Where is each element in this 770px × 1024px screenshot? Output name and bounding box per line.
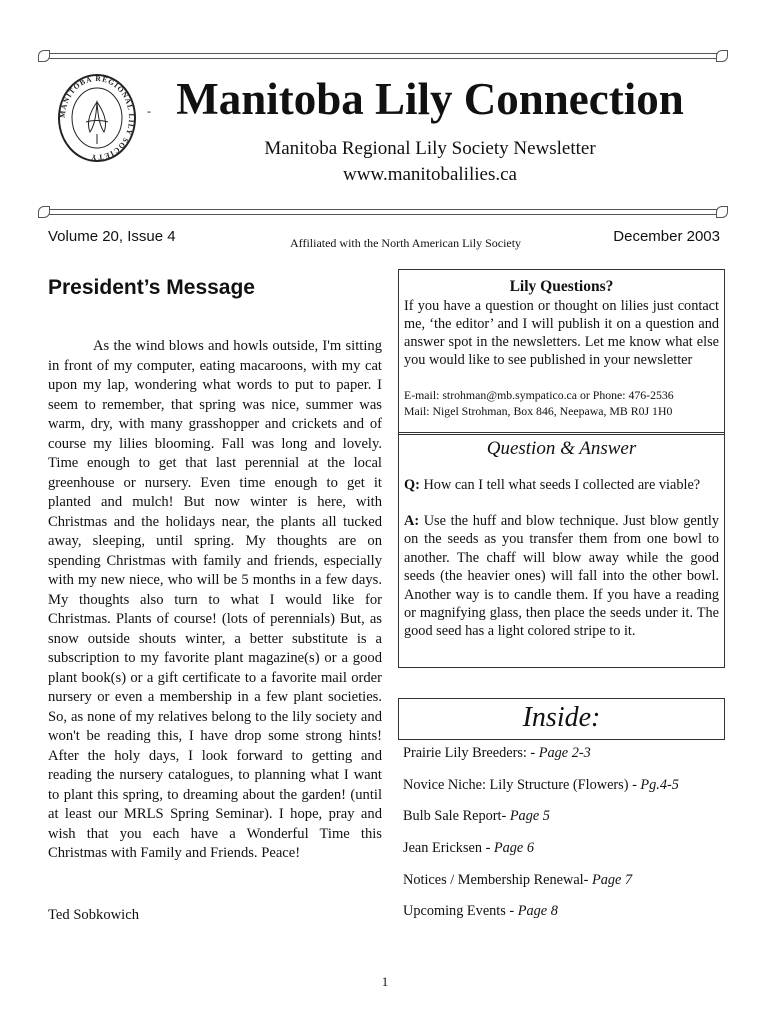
toc-item-text: Notices / Membership Renewal- [403, 872, 592, 888]
qa-question [404, 476, 719, 494]
toc-item-text: Prairie Lily Breeders: - [403, 745, 539, 761]
presidents-message-body: As the wind blows and howls outside, I'm sitting in front of my computer, eating macaroons, with my cat upon my lap, wondering what words to put to paper. I seem to remember, that spring was nice, summer was warm, dry, with many grasshopper and crickets and of course my lilies blooming. Fall was long and lovely. Time enough to get that last perennial at the local greenhouse or nursery. Even time enough to get it planted and mulch! But now winter is here, with Christmas and the holidays near, the plants all tucked away, sleeping, until spring. My thoughts are on spending Christmas with family and friends, especially with my new niece, who will be 5 months in a few days. My thoughts also turn to what I would like for Christmas. Plants of course! (lots of perennials) But, as snow outside shouts winter, a better substitute is a subscription to my favorite plant magazine(s) or a good plant book(s) or a gift certificate to a favorite mail order nursery or even a membership in a few plant societies. So, as none of my relatives belong to the lily society and won't be reading this, I have drop some strong hints! After the holy days, I look forward to getting and reading the nursery catalogues, to planning what I want to plant this spring, to dreaming about the garden! (until at least our MRLS Spring Seminar). I hope, pray and wish that you each have a Wonderful Time this Christmas with Family and Friends. Peace! [48, 338, 382, 861]
toc-item-text: Jean Ericksen - [403, 840, 494, 856]
toc-item-page: Page 7 [592, 872, 633, 888]
qa-answer [404, 512, 719, 641]
question-answer-title: Question & Answer [486, 438, 637, 459]
inside-title: Inside: [522, 702, 601, 733]
toc-item[interactable] [403, 903, 558, 920]
president-signature: Ted Sobkowich [48, 907, 139, 923]
toc-item-text: Upcoming Events - [403, 903, 518, 919]
contact-info [404, 387, 719, 419]
toc-item-text: Bulb Sale Report- [403, 808, 510, 824]
society-seal-logo [56, 72, 138, 164]
top-rule [42, 53, 724, 59]
masthead-bottom-rule [42, 209, 724, 215]
toc-item[interactable] [403, 840, 534, 857]
website-link[interactable]: www.manitobalilies.ca [343, 164, 517, 185]
toc-item-page: Page 5 [509, 808, 550, 824]
newsletter-subtitle: Manitoba Regional Lily Society Newsletter [264, 138, 596, 159]
lily-questions-title: Lily Questions? [509, 278, 614, 295]
svg-text:MANITOBA REGIONAL LILY SOCIETY: MANITOBA REGIONAL LILY SOCIETY [57, 73, 137, 163]
affiliation-note: Affiliated with the North American Lily Society [290, 236, 522, 250]
volume-issue: Volume 20, Issue 4 [48, 228, 176, 245]
toc-item-text: Novice Niche: Lily Structure (Flowers) - [403, 777, 641, 793]
presidents-message-heading: President’s Message [48, 276, 255, 299]
toc-item[interactable] [403, 808, 550, 825]
qa-answer-label: A: [404, 513, 420, 529]
contact-mail: Mail: Nigel Strohman, Box 846, Neepawa, MB R0J 1H0 [404, 404, 673, 418]
toc-item[interactable] [403, 777, 679, 794]
page-number: 1 [381, 974, 389, 989]
qa-question-label: Q: [404, 477, 420, 493]
toc-item-page: Page 6 [493, 840, 535, 856]
toc-item[interactable] [403, 745, 591, 762]
masthead-dash: - [147, 104, 151, 118]
toc-item-page: Page 8 [517, 903, 558, 919]
issue-date: December 2003 [613, 228, 720, 245]
qa-question-text: How can I tell what seeds I collected are viable? [423, 477, 701, 493]
qa-answer-text: Use the huff and blow technique. Just blow gently on the seeds as you transfer them from one bowl to another. The chaff will blow away while the good seeds (the heavier ones) will fall into the other bowl. Another way is to candle them. If you have a reading or magnifying glass, then place the seeds under it. The good seed has a light colored stripe to it. [404, 513, 719, 640]
toc-item-page: Pg.4-5 [640, 777, 679, 793]
newsletter-title: Manitoba Lily Connection [176, 74, 684, 124]
toc-item[interactable] [403, 872, 632, 889]
toc-item-page: Page 2-3 [538, 745, 591, 761]
contact-email-phone[interactable]: E-mail: strohman@mb.sympatico.ca or Phone: 476-2536 [404, 388, 674, 402]
lily-questions-body: If you have a question or thought on lilies just contact me, ‘the editor’ and I will publish it on a question and answer spot in the newsletters. Let me know what else you would like to see published in your newsletter [404, 298, 719, 368]
